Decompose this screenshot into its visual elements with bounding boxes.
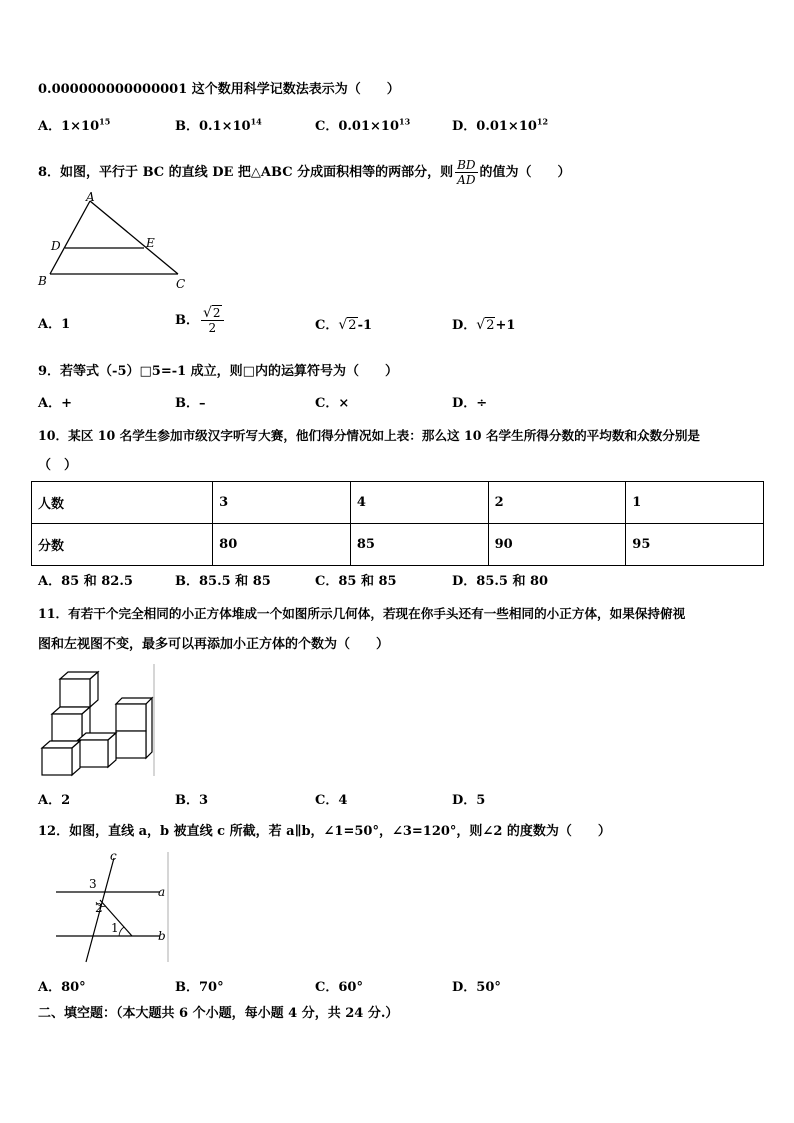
q8-option-b-fraction: $\frac{√2}{2}$ — [201, 306, 224, 335]
q10-score-table — [31, 481, 764, 566]
q11-option-a: A．2 — [38, 793, 71, 808]
q12-parallel-lines-figure — [52, 850, 182, 970]
q10-stem-cont: （ ） — [38, 458, 78, 473]
q9-stem: 9．若等式（-5）□5=-1 成立，则□内的运算符号为（ ） — [38, 364, 398, 379]
q11-stem-line1: 11．有若干个完全相同的小正方体堆成一个如图所示几何体，若现在你手头还有一些相同的小正方体，如果保持俯视 — [38, 606, 686, 621]
table-cell: 80 — [213, 524, 351, 566]
table-cell: 人数 — [32, 482, 213, 524]
q12-option-c: C．60° — [315, 980, 363, 995]
q12-label-1: 1 — [111, 921, 119, 935]
table-cell: 90 — [488, 524, 626, 566]
section-2-heading: 二、填空题：（本大题共 6 个小题，每小题 4 分，共 24 分.） — [38, 1006, 399, 1021]
q11-stem-line2: 图和左视图不变，最多可以再添加小正方体的个数为（ ） — [38, 637, 390, 652]
table-cell: 3 — [213, 482, 351, 524]
q10-option-a: A．85 和 82.5 — [38, 574, 133, 589]
q9-option-d: D．÷ — [452, 396, 488, 411]
table-cell: 分数 — [32, 524, 213, 566]
q7-option-b: B．$0.1\times 10^{14}$ — [175, 116, 262, 134]
q8-label-a: A — [86, 190, 95, 204]
q11-option-c: C．4 — [315, 793, 348, 808]
table-cell: 2 — [488, 482, 626, 524]
q8-option-a: A．1 — [38, 317, 71, 332]
q9-option-c: C．× — [315, 396, 350, 411]
q11-option-b: B．3 — [175, 793, 209, 808]
q10-option-b: B．85.5 和 85 — [175, 574, 271, 589]
q8-fraction: $\frac{BD}{AD}$ — [457, 158, 476, 187]
q12-label-a: a — [158, 885, 166, 899]
q8-option-d: D．√2+1 — [452, 317, 516, 333]
q12-label-3: 3 — [89, 877, 97, 891]
q7-option-d: D．$0.01\times 10^{12}$ — [452, 116, 549, 134]
q8-label-b: B — [38, 274, 47, 288]
q8-label-e: E — [146, 236, 155, 250]
table-row — [32, 524, 764, 566]
q12-label-b: b — [158, 929, 166, 943]
q10-option-c: C．85 和 85 — [315, 574, 397, 589]
q7-option-a: A．$1\times 10^{15}$ — [38, 116, 111, 134]
q8-label-d: D — [51, 239, 61, 253]
q12-option-d: D．50° — [452, 980, 501, 995]
q12-option-a: A．80° — [38, 980, 86, 995]
table-cell: 1 — [626, 482, 764, 524]
q10-stem: 10．某区 10 名学生参加市级汉字听写大赛，他们得分情况如上表：那么这 10 名学生所得分数的平均数和众数分别是 — [38, 428, 701, 443]
q8-option-c: C．√2-1 — [315, 317, 373, 333]
table-cell: 4 — [350, 482, 488, 524]
q12-label-2: 2 — [95, 901, 103, 915]
q7-option-c: C．$0.01\times 10^{13}$ — [315, 116, 411, 134]
q10-option-d: D．85.5 和 80 — [452, 574, 549, 589]
table-cell: 85 — [350, 524, 488, 566]
q8-stem: 8．如图，平行于 BC 的直线 DE 把△ABC 分成面积相等的两部分，则 $\frac{BD}{AD}$ 的值为（ ） — [38, 158, 571, 187]
q9-option-a: A．+ — [38, 396, 72, 411]
q11-option-d: D．5 — [452, 793, 486, 808]
table-row — [32, 482, 764, 524]
q12-stem: 12．如图，直线 a，b 被直线 c 所截，若 a∥b，∠1=50°，∠3=120°，则∠2 的度数为（ ） — [38, 824, 611, 839]
table-cell: 95 — [626, 524, 764, 566]
q12-option-b: B．70° — [175, 980, 224, 995]
q7-stem: 0.000000000000001 这个数用科学记数法表示为（ ） — [38, 82, 400, 97]
q9-option-b: B．– — [175, 396, 206, 411]
q8-label-c: C — [176, 277, 186, 291]
q11-cube-stack-figure — [38, 664, 158, 779]
q12-label-c: c — [110, 849, 117, 863]
q8-triangle-figure — [30, 190, 200, 295]
q8-option-b: B． $\frac{√2}{2}$ — [175, 306, 226, 335]
